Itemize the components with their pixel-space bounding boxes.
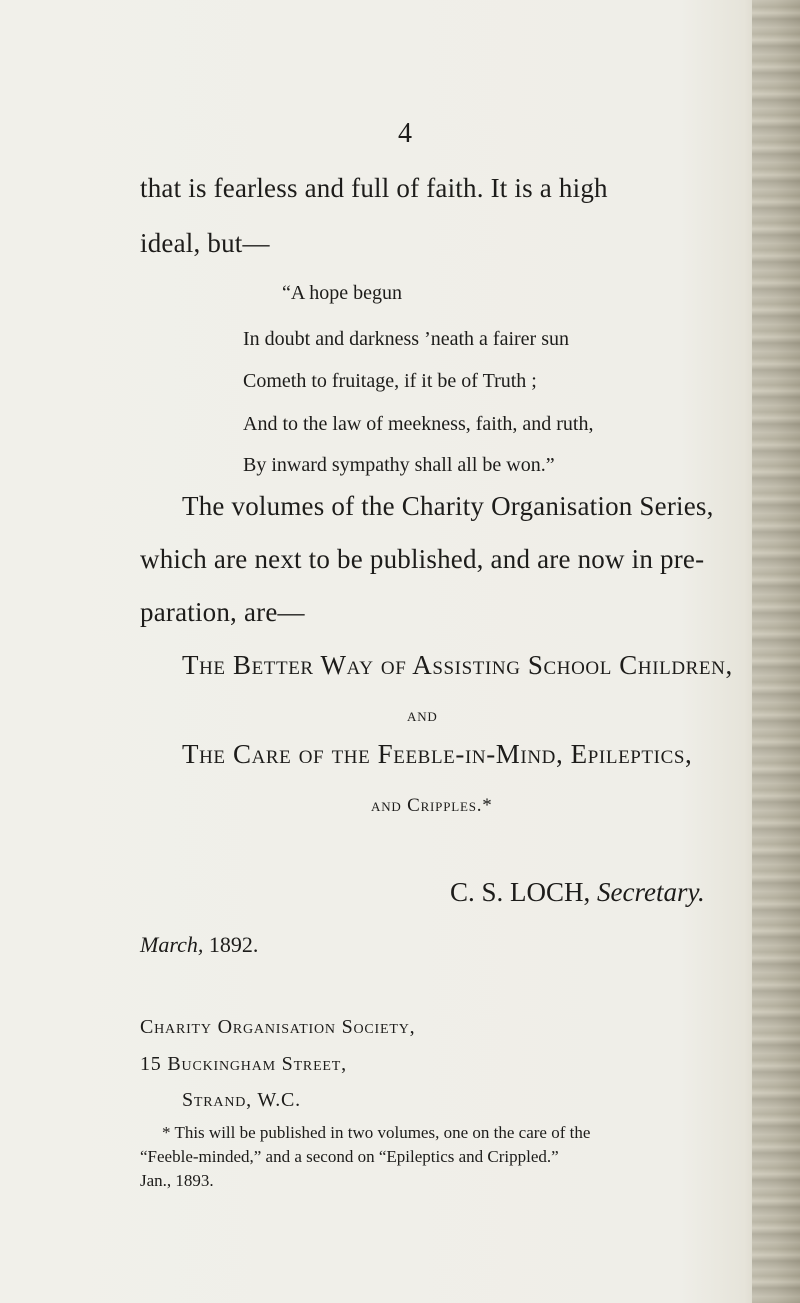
address-line-1: Charity Organisation Society, <box>140 1016 416 1038</box>
page-number: 4 <box>398 118 412 149</box>
page-edge-shadow <box>752 0 800 1303</box>
footnote-line-2: “Feeble-minded,” and a second on “Epileptics and Crippled.” <box>140 1147 559 1166</box>
verse-line-1: “A hope begun <box>282 282 402 304</box>
book-title-2-cont: and Cripples.* <box>371 795 493 816</box>
signature <box>450 877 705 908</box>
verse-line-3: Cometh to fruitage, if it be of Truth ; <box>243 370 537 392</box>
paragraph-line-3: paration, are— <box>140 597 305 627</box>
date <box>140 932 258 958</box>
signature-name: C. S. LOCH, <box>450 877 598 907</box>
verse-line-4: And to the law of meekness, faith, and ruth, <box>243 413 594 435</box>
signature-role: Secretary. <box>597 877 705 907</box>
title-conjunction: and <box>407 705 438 726</box>
intro-line-2: ideal, but— <box>140 228 270 258</box>
book-title-1: The Better Way of Assisting School Children, <box>182 650 733 680</box>
footnote-line-1: * This will be published in two volumes, one on the care of the <box>162 1123 591 1142</box>
date-year: 1892. <box>203 932 259 957</box>
paragraph-line-2: which are next to be published, and are now in pre- <box>140 544 705 574</box>
date-month: March, <box>140 932 204 957</box>
footnote-line-3: Jan., 1893. <box>140 1171 214 1190</box>
address-line-3: Strand, W.C. <box>182 1089 301 1111</box>
address-line-2: 15 Buckingham Street, <box>140 1053 347 1075</box>
verse-line-2: In doubt and darkness ’neath a fairer sun <box>243 328 569 350</box>
intro-line-1: that is fearless and full of faith. It is a high <box>140 173 608 203</box>
paragraph-line-1: The volumes of the Charity Organisation Series, <box>182 491 714 521</box>
book-title-2: The Care of the Feeble-in-Mind, Epileptics, <box>182 739 693 769</box>
verse-line-5: By inward sympathy shall all be won.” <box>243 454 555 476</box>
